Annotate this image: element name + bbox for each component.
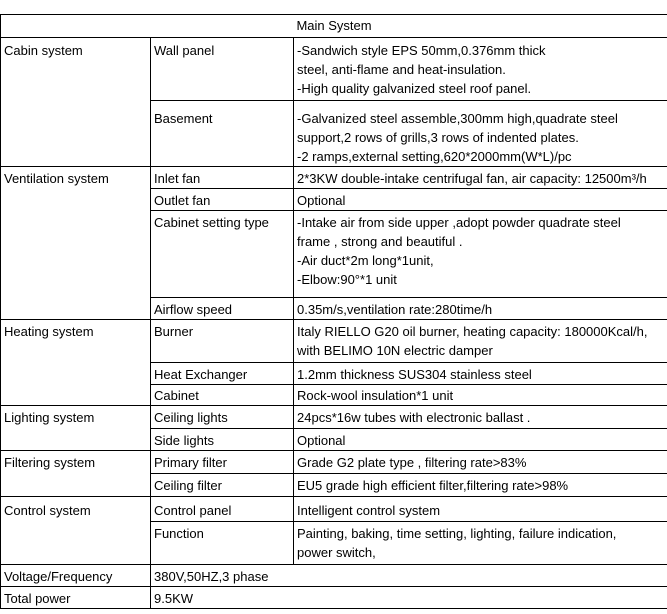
category-cell: Filtering system — [1, 451, 151, 497]
item-cell: Burner — [151, 320, 294, 363]
value-cell — [294, 429, 667, 451]
spec-table — [0, 14, 667, 609]
table-row — [1, 565, 667, 587]
item-cell: Cabinet setting type — [151, 211, 294, 298]
category-cell: Total power — [1, 587, 151, 609]
value-line: 24pcs*16w tubes with electronic ballast . — [297, 410, 531, 425]
table-row — [1, 587, 667, 609]
table-row — [1, 497, 667, 522]
item-cell: Airflow speed — [151, 298, 294, 320]
value-cell — [294, 451, 667, 474]
item-cell: Wall panel — [151, 38, 294, 101]
table-title-row — [1, 15, 667, 38]
value-line: -2 ramps,external setting,620*2000mm(W*L)/pc — [297, 149, 572, 164]
value-line: Rock-wool insulation*1 unit — [297, 388, 454, 403]
value-line: -Elbow:90°*1 unit — [297, 272, 397, 287]
value-line: Grade G2 plate type , filtering rate>83% — [297, 455, 527, 470]
category-cell: Cabin system — [1, 38, 151, 167]
item-cell: Outlet fan — [151, 189, 294, 211]
table-row — [1, 167, 667, 189]
item-cell: Primary filter — [151, 451, 294, 474]
value-cell — [294, 363, 667, 385]
value-cell — [294, 497, 667, 522]
value-cell: 9.5KW — [151, 587, 667, 609]
value-cell — [294, 167, 667, 189]
item-cell: Basement — [151, 101, 294, 167]
value-cell — [294, 522, 667, 565]
value-line: power switch, — [297, 545, 376, 560]
value-line: frame , strong and beautiful . — [297, 234, 463, 249]
value-line: Painting, baking, time setting, lighting, failure indication, — [297, 526, 617, 541]
category-cell: Ventilation system — [1, 167, 151, 320]
value-line: -Intake air from side upper ,adopt powder quadrate steel — [297, 215, 621, 230]
category-cell: Lighting system — [1, 406, 151, 451]
table-title: Main System — [1, 15, 667, 38]
value-line: with BELIMO 10N electric damper — [297, 343, 493, 358]
table-row — [1, 451, 667, 474]
value-cell — [294, 189, 667, 211]
table-row — [1, 320, 667, 363]
value-cell — [294, 320, 667, 363]
value-cell — [294, 385, 667, 406]
value-cell — [294, 406, 667, 429]
value-line: Optional — [297, 433, 346, 448]
category-cell: Control system — [1, 497, 151, 565]
value-line: Intelligent control system — [297, 503, 441, 518]
value-cell — [294, 211, 667, 298]
table-row — [1, 406, 667, 429]
value-cell — [294, 101, 667, 167]
value-line: EU5 grade high efficient filter,filtering rate>98% — [297, 478, 569, 493]
table-row — [1, 38, 667, 101]
value-line: 0.35m/s,ventilation rate:280time/h — [297, 302, 493, 317]
item-cell: Side lights — [151, 429, 294, 451]
value-line: -Air duct*2m long*1unit, — [297, 253, 434, 268]
item-cell: Function — [151, 522, 294, 565]
value-cell — [294, 38, 667, 101]
value-cell: 380V,50HZ,3 phase — [151, 565, 667, 587]
item-cell: Heat Exchanger — [151, 363, 294, 385]
category-cell: Voltage/Frequency — [1, 565, 151, 587]
value-line: -High quality galvanized steel roof panel. — [297, 81, 532, 96]
value-line: 1.2mm thickness SUS304 stainless steel — [297, 367, 532, 382]
value-line: Optional — [297, 193, 346, 208]
item-cell: Cabinet — [151, 385, 294, 406]
value-line: Italy RIELLO G20 oil burner, heating capacity: 180000Kcal/h, — [297, 324, 648, 339]
value-cell — [294, 298, 667, 320]
value-cell — [294, 474, 667, 497]
item-cell: Inlet fan — [151, 167, 294, 189]
value-line: 2*3KW double-intake centrifugal fan, air capacity: 12500m³/h — [297, 171, 647, 186]
value-line: -Sandwich style EPS 50mm,0.376mm thick — [297, 43, 546, 58]
item-cell: Ceiling lights — [151, 406, 294, 429]
value-line: support,2 rows of grills,3 rows of indented plates. — [297, 130, 579, 145]
value-line: steel, anti-flame and heat-insulation. — [297, 62, 506, 77]
item-cell: Control panel — [151, 497, 294, 522]
item-cell: Ceiling filter — [151, 474, 294, 497]
value-line: -Galvanized steel assemble,300mm high,quadrate steel — [297, 111, 618, 126]
category-cell: Heating system — [1, 320, 151, 406]
